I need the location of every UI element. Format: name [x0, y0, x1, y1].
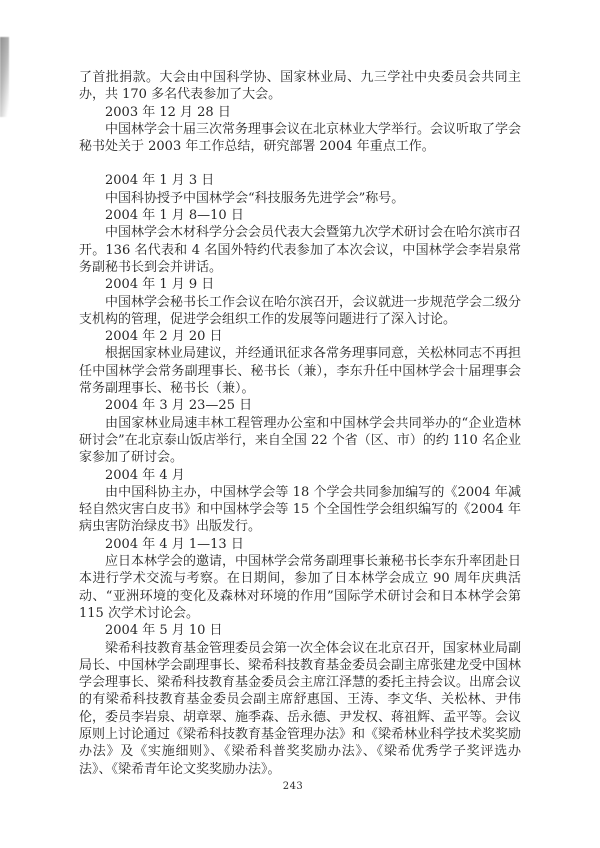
page-number: 243 [282, 781, 304, 792]
entry-paragraph: 中国林学会十届三次常务理事会议在北京林业大学举行。会议听取了学会秘书处关于 2003 年工作总结，研究部署 2004 年重点工作。 [79, 121, 522, 155]
entry-date-line: 2004 年 2 月 20 日 [105, 329, 223, 345]
entry-date-line: 2004 年 5 月 10 日 [105, 623, 223, 639]
entry-paragraph: 中国林学会秘书长工作会议在哈尔滨召开，会议就进一步规范学会二级分支机构的管理，促进学会组织工作的发展等问题进行了深入讨论。 [79, 294, 522, 327]
entry-date-line: 2004 年 3 月 23—25 日 [105, 398, 253, 414]
entry-paragraph: 根据国家林业局建议，并经通讯征求各常务理事同意，关松林同志不再担任中国林学会常务副理事长、秘书长（兼），李东升任中国林学会十届理事会常务副理事长、秘书长（兼）。 [79, 346, 522, 397]
entry-paragraph: 应日本林学会的邀请，中国林学会常务副理事长兼秘书长李东升率团赴日本进行学术交流与考察。在日期间，参加了日本林学会成立 90 周年庆典活动、“亚洲环境的变化及森林对环境的作用”国际学术研讨会和日本林学会第 115 次学术讨论会。 [79, 554, 522, 621]
entry-paragraph: 中国科协授予中国林学会“科技服务先进学会”称号。 [105, 190, 405, 206]
entry-paragraph: 由国家林业局速丰林工程管理办公室和中国林学会共同举办的“企业造林研讨会”在北京泰山饭店举行，来自全国 22 个省（区、市）的约 110 名企业家参加了研讨会。 [79, 415, 521, 466]
entry-date-line: 2004 年 4 月 1—13 日 [105, 536, 244, 552]
entry-paragraph: 梁希科技教育基金管理委员会第一次全体会议在北京召开，国家林业局副局长、中国林学会副理事长、梁希科技教育基金委员会副主席张建龙受中国林学会理事长、梁希科技教育基金委员会主席江泽慧的委托主持会议。出席会议的有梁希科技教育基金委员会副主席舒惠国、王涛、李文华、关松林、尹伟伦，委员李岩泉、胡章翠、施季森、岳永德、尹发权、蒋祖辉、孟平等。会议原则上讨论通过《梁希科技教育基金管理办法》和《梁希林业科学技术奖奖励办法》及《实施细则》、《梁希科普奖奖励办法》、《梁希优秀学子奖评选办法》、《梁希青年论文奖奖励办法》。 [79, 640, 522, 777]
page-content [79, 69, 521, 778]
entry-date-line: 2004 年 1 月 9 日 [105, 277, 215, 293]
entry-paragraph: 由中国科协主办，中国林学会等 18 个学会共同参加编写的《2004 年减轻自然灾害白皮书》和中国林学会等 15 个全国性学会组织编写的《2004 年病虫害防治绿皮书》出版发行。 [79, 484, 521, 535]
paragraph-spacer [79, 155, 521, 172]
scan-edge-artifact [0, 37, 9, 117]
entry-paragraph: 了首批捐款。大会由中国科学协、国家林业局、九三学社中央委员会共同主办，共 170 多名代表参加了大会。 [79, 70, 521, 103]
entry-paragraph: 中国林学会木材科学分会会员代表大会暨第九次学术研讨会在哈尔滨市召开。136 名代表和 4 名国外特约代表参加了本次会议，中国林学会李岩泉常务副秘书长到会并讲话。 [79, 225, 522, 275]
entry-date-line: 2003 年 12 月 28 日 [105, 104, 231, 120]
entry-date-line: 2004 年 4 月 [105, 467, 185, 483]
entry-date-line: 2004 年 1 月 8—10 日 [105, 208, 244, 224]
entry-date-line: 2004 年 1 月 3 日 [105, 173, 215, 189]
